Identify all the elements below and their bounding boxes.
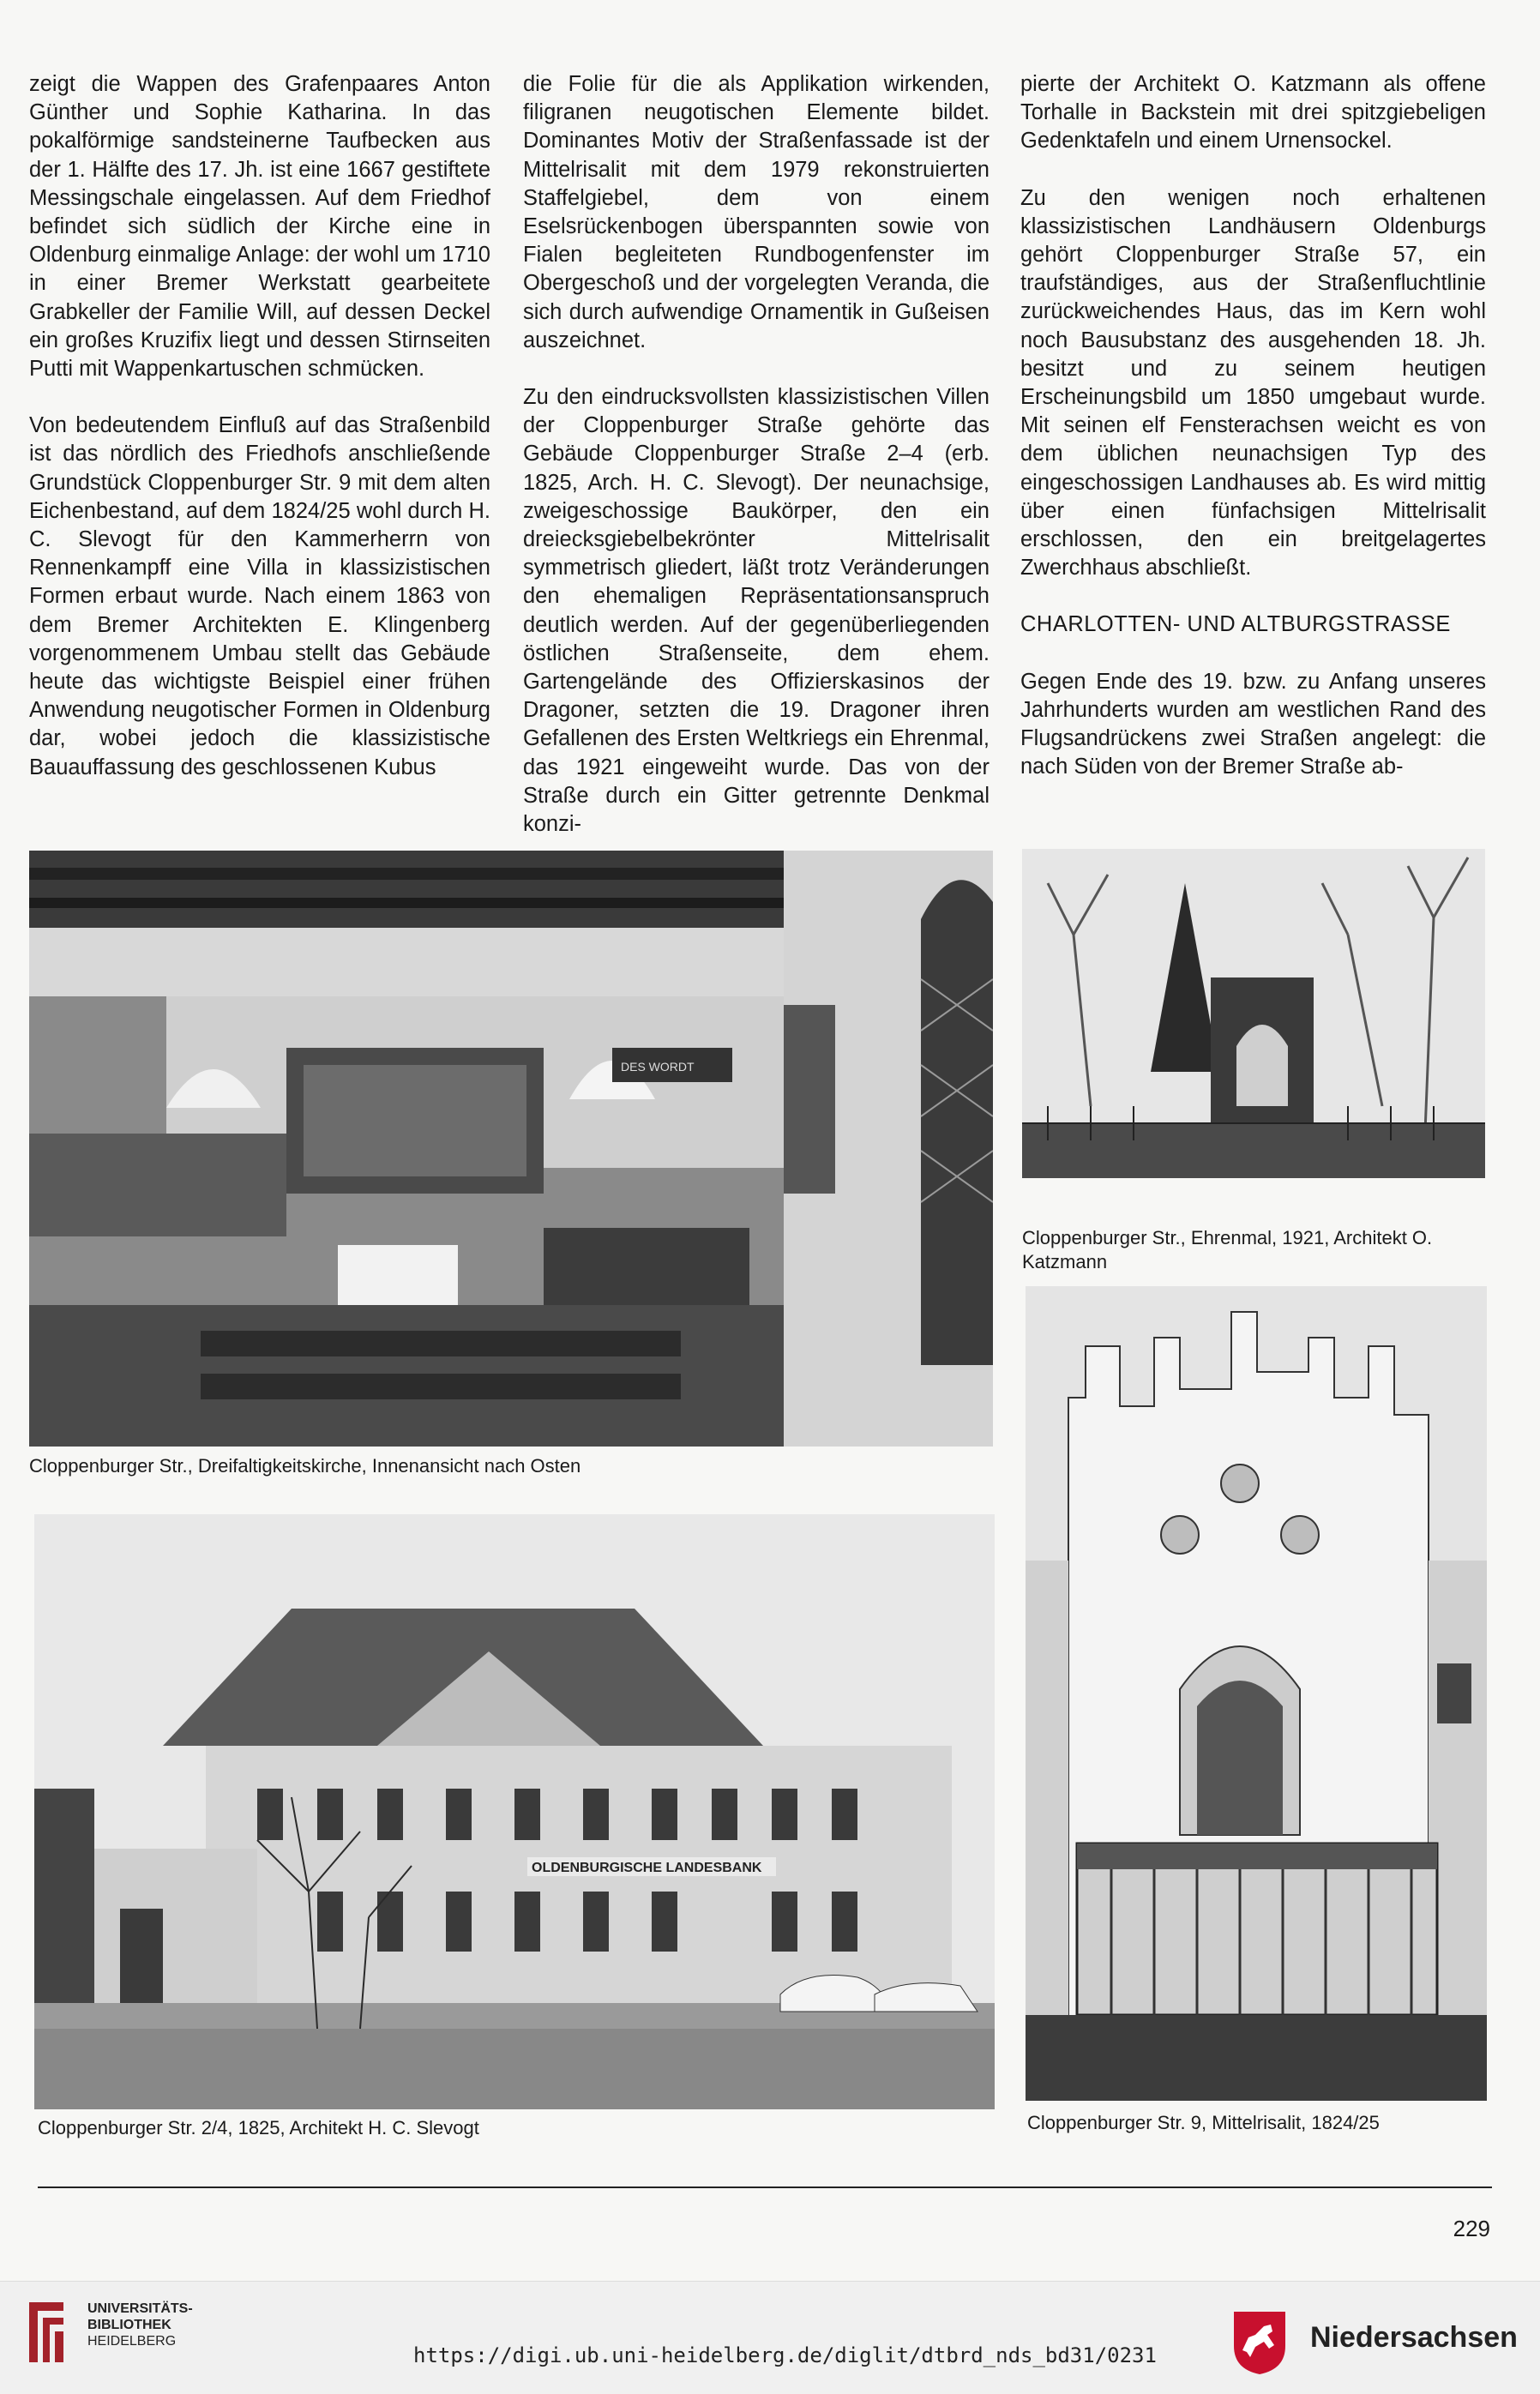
villa-risalit-photo (1026, 1286, 1487, 2101)
pulpit-inscription: DES WORDT (621, 1060, 695, 1074)
ehrenmal-caption: Cloppenburger Str., Ehrenmal, 1921, Architekt O. Katzmann (1022, 1227, 1433, 1272)
library-name-line: BIBLIOTHEK (87, 2318, 171, 2332)
library-name-line: HEIDELBERG (87, 2334, 177, 2349)
landesbank-photo (34, 1514, 995, 2109)
university-library-logo-icon (21, 2294, 72, 2371)
text-column-1 (29, 70, 490, 810)
villa-risalit-caption: Cloppenburger Str. 9, Mittelrisalit, 1824/25 (1027, 2112, 1380, 2133)
ehrenmal-photo (1022, 849, 1485, 1178)
page-rule (38, 2186, 1492, 2188)
paragraph: die Folie für die als Applikation wirkenden, filigranen neugotischen Elemente bildet. Dominantes Motiv der Straßenfassade ist der Mittelrisalit mit dem 1979 rekonstruierten Staffelgiebel, dem von einem Eselsrückenbogen überspannten sowie von Fialen begleiteten Rundbogenfenster im Obergeschoß und der vorgelegten Veranda, die sich durch aufwendige Ornamentik in Gußeisen auszeichnet. (523, 72, 990, 352)
paragraph: Zu den eindrucksvollsten klassizistischen Villen der Cloppenburger Straße gehörte das Gebäude Cloppenburger Straße 2–4 (erb. 1825, Arch. H. C. Slevogt). Der neunachsige, zweigeschossige Baukörper, den ein dreiecksgiebelbekrönter Mittelrisalit symmetrisch gliedert, läßt trotz Veränderungen den ehemaligen Repräsentationsanspruch deutlich werden. Auf der gegenüberliegenden östlichen Straßenseite, dem ehem. Gartengelände des Offizierskasinos der Dragoner, setzten die 19. Dragoner ihren Gefallenen des Ersten Weltkriegs ein Ehrenmal, das 1921 eingeweiht wurde. Das von der Straße durch ein Gitter getrennte Denkmal konzi- (523, 385, 990, 837)
paragraph: pierte der Architekt O. Katzmann als offene Torhalle in Backstein mit drei spitzgiebeligen Gedenktafeln und einem Urnensockel. (1020, 72, 1486, 153)
paragraph: zeigt die Wappen des Grafenpaares Anton Günther und Sophie Katharina. In das pokalförmige sandsteinerne Taufbecken aus der 1. Hälfte des 17. Jh. ist eine 1667 gestiftete Messingschale eingelassen. Auf dem Friedhof befindet sich südlich der Kirche eine in Oldenburg einmalige Anlage: der wohl um 1710 in einer Bremer Werkstatt gearbeitete Grabkeller der Familie Will, auf dessen Deckel ein großes Kruzifix liegt und dessen Stirnseiten Putti mit Wappenkartuschen schmücken. (29, 72, 490, 382)
church-interior-photo (29, 851, 993, 1447)
text-column-2 (523, 70, 990, 867)
landesbank-caption: Cloppenburger Str. 2/4, 1825, Architekt H. C. Slevogt (38, 2117, 479, 2138)
university-library-name (87, 2301, 193, 2349)
paragraph: Gegen Ende des 19. bzw. zu Anfang unseres Jahrhunderts wurden am westlichen Rand des Flugsandrückens zwei Straßen angelegt: die nach Süden von der Bremer Straße ab- (1020, 669, 1486, 779)
church-caption: Cloppenburger Str., Dreifaltigkeitskirche, Innenansicht nach Osten (29, 1455, 581, 1477)
text-column-3 (1020, 70, 1486, 809)
paragraph: Zu den wenigen noch erhaltenen klassizistischen Landhäusern Oldenburgs gehört Cloppenburger Straße 57, ein traufständiges, aus der Straßenfluchtlinie zurückweichendes Haus, das im Kern wohl noch Bausubstanz des ausgehenden 18. Jh. besitzt und zu seinem heutigen Erscheinungsbild um 1850 umgebaut wurde. Mit seinen elf Fensterachsen weicht es von dem üblichen neunachsigen Typ des eingeschossigen Landhauses ab. Es wird mittig über einen fünfachsigen Mittelrisalit erschlossen, den ein breitgelagertes Zwerchhaus abschließt. (1020, 185, 1486, 580)
paragraph: Von bedeutendem Einfluß auf das Straßenbild ist das nördlich des Friedhofs anschließende Grundstück Cloppenburger Str. 9 mit dem alten Eichenbestand, auf dem 1824/25 wohl durch H. C. Slevogt für den Kammerherrn von Rennenkampff eine Villa in klassizistischen Formen erbaut wurde. Nach einem 1863 von dem Bremer Architekten E. Klingenberg vorgenommenem Umbau stellt das Gebäude heute das wichtigste Beispiel einer frühen Anwendung neugotischer Formen in Oldenburg dar, wobei jedoch die klassizistische Bauauffassung des geschlossenen Kubus (29, 413, 490, 779)
page-number: 229 (1453, 2216, 1490, 2241)
section-heading: CHARLOTTEN- UND ALTBURGSTRASSE (1020, 612, 1451, 637)
library-name-line: UNIVERSITÄTS- (87, 2301, 193, 2316)
source-url-link[interactable]: https://digi.ub.uni-heidelberg.de/diglit/dtbrd_nds_bd31/0231 (413, 2343, 1157, 2367)
niedersachsen-label: Niedersachsen (1310, 2321, 1518, 2354)
bank-sign: OLDENBURGISCHE LANDESBANK (532, 1861, 762, 1875)
niedersachsen-coat-of-arms-icon (1230, 2307, 1290, 2376)
digitization-footer (0, 2281, 1540, 2394)
